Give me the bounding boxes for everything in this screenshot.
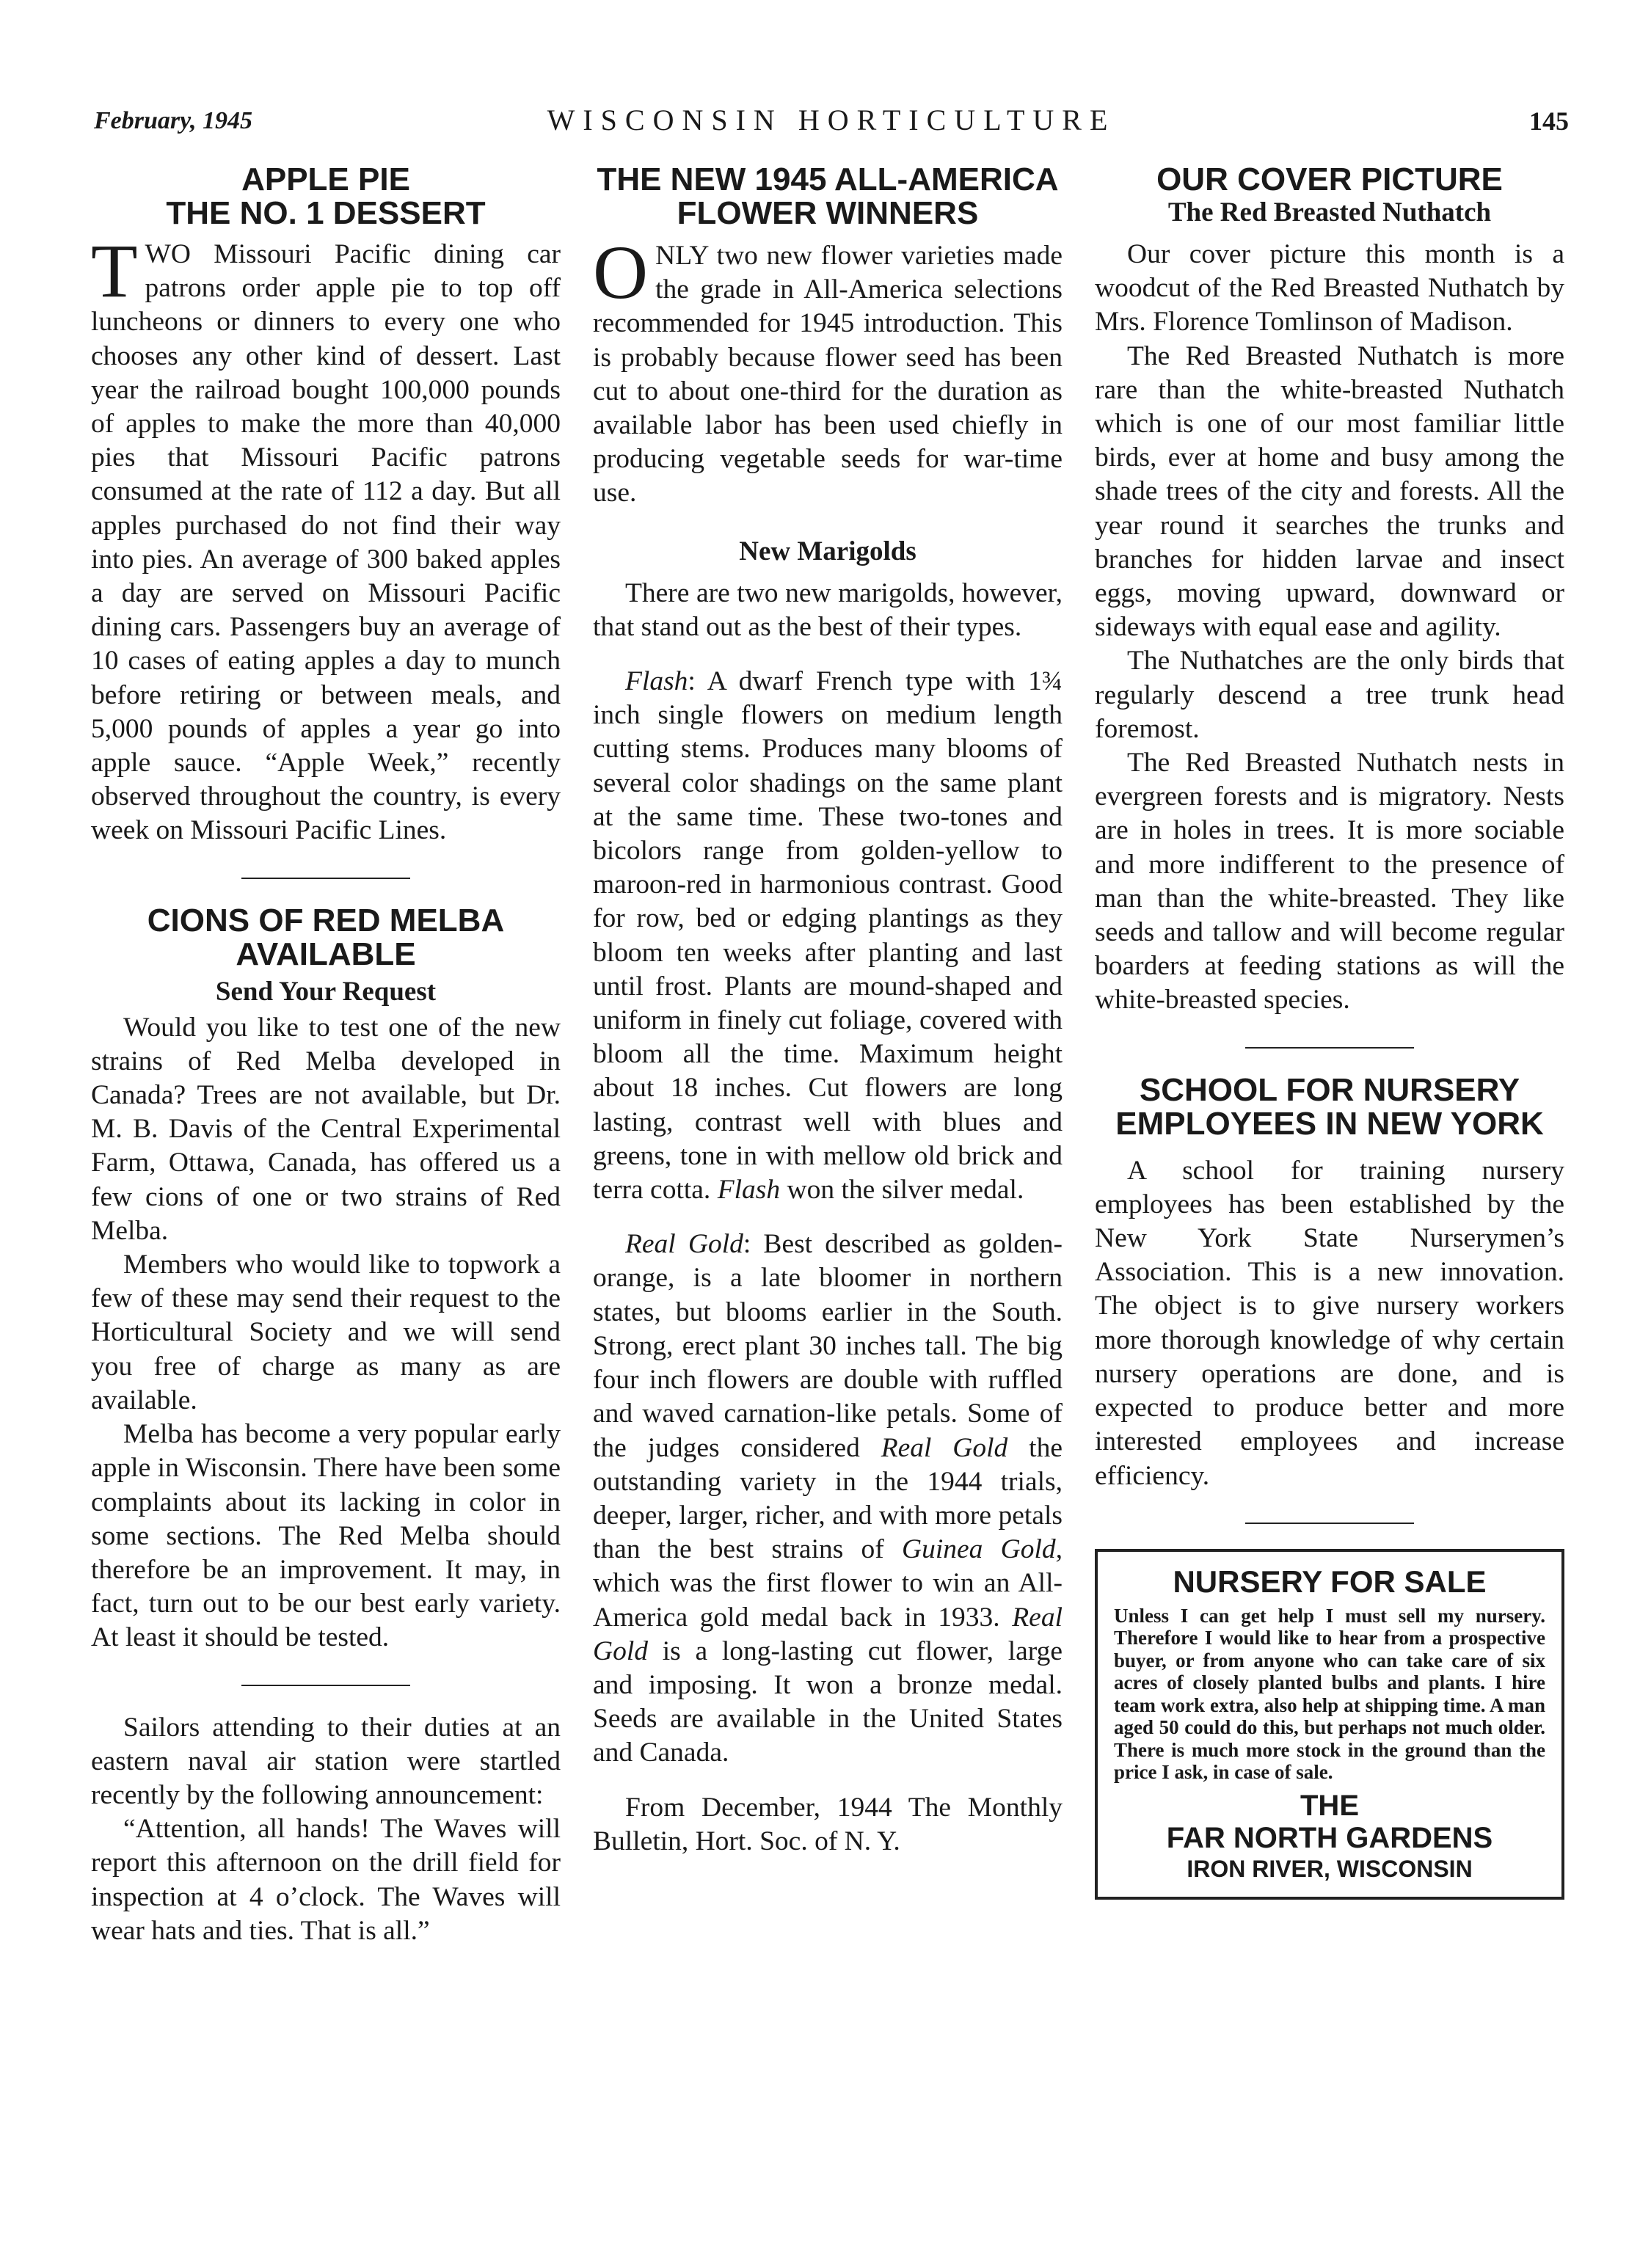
column-middle: [593, 163, 1063, 1859]
divider-rule: [1245, 1047, 1414, 1049]
melba-subhead: Send Your Request: [215, 976, 437, 1007]
ad-business-name: FAR NORTH GARDENS: [1166, 1821, 1493, 1854]
melba-heading-line1: CIONS OF RED MELBA: [147, 902, 505, 938]
ad-the: THE: [1300, 1789, 1359, 1822]
flowers-heading-line2: FLOWER WINNERS: [677, 195, 979, 231]
page-header: [94, 103, 1569, 147]
ad-location: IRON RIVER, WISCONSIN: [1187, 1855, 1473, 1882]
page-number: 145: [1529, 106, 1569, 136]
cover-subhead: The Red Breasted Nuthatch: [1167, 197, 1492, 227]
ad-body: Unless I can get help I must sell my nursery. Therefore I would like to hear from a prospective buyer, or from anyone who can take care of six acres of closely planted bulbs and plants. I hire team work extra, also help at shipping time. A man aged 50 could do this, but perhaps not much older. There is much more stock in the ground than the price I ask, in case of sale.: [1114, 1604, 1545, 1784]
issue-date: February, 1945: [94, 107, 252, 134]
melba-paragraph-2: Members who would like to topwork a few of these may send their request to the Horticultural Society and we will send you free of charge as many as are available.: [91, 1250, 561, 1415]
real-gold-paragraph: Real Gold: Best described as golden-orange, is a late bloomer in northern states, but blooms earlier in the South. Strong, erect plant 30 inches tall. The big four inch flowers are double with ruffled and waved carnation-like petals. Some of the judges considered Real Gold the outstanding variety in the 1944 trials, deeper, larger, richer, and with more petals than the best strains of Guinea Gold, which was the first flower to win an All-America gold medal back in 1933. Real Gold is a long-lasting cut flower, large and imposing. It won a bronze medal. Seeds are available in the United States and Canada.: [593, 1229, 1063, 1768]
apple-paragraph-1: TWO Missouri Pacific dining car patrons order apple pie to top off luncheons or dinners to every one who chooses any other kind of dessert. Last year the railroad bought 100,000 pounds of apples to make the more than 40,000 pies that Missouri Pacific patrons consumed at the rate of 112 a day. But all apples purchased do not find their way into pies. An average of 300 baked apples a day are served on Missouri Pacific dining cars. Passengers buy an average of 10 cases of eating apples a day to munch before retiring or between meals, and 5,000 pounds of apples a year go into apple sauce. “Apple Week,” recently observed throughout the country, is every week on Missouri Pacific Lines.: [91, 229, 561, 846]
cover-paragraph-4: The Red Breasted Nuthatch nests in evergreen forests and is migratory. Nests are in holes in trees. It is more sociable and more indifferent to the presence of man than the white-breasted. They like seeds and tallow and will become regular boarders at feeding stations as will the white-breasted species.: [1095, 748, 1564, 1016]
marigolds-subhead: New Marigolds: [739, 536, 916, 566]
melba-heading-line2: AVAILABLE: [236, 936, 416, 972]
publication-title: WISCONSIN HORTICULTURE: [547, 103, 1116, 136]
flowers-paragraph-1: ONLY two new flower varieties made the grade in All-America selections recommended for 1945 introduction. This is probably because flower seed has been cut to about one-third for the duration as available labor has been used chiefly in producing vegetable seeds for war-time use.: [593, 230, 1063, 508]
ad-heading: NURSERY FOR SALE: [1173, 1564, 1487, 1599]
article-red-melba: [91, 904, 561, 1655]
article-nursery-school: [1095, 1073, 1564, 1493]
article-cover-picture: [1095, 163, 1564, 1018]
sailors-paragraph-1: Sailors attending to their duties at an eastern naval air station were startled recently by the following announcement:: [91, 1712, 561, 1810]
nursery-sale-ad: [1095, 1549, 1564, 1900]
melba-paragraph-3: Melba has become a very popular early apple in Wisconsin. There have been some complaints about its lacking in color in some sections. The Red Melba should therefore be an improvement. It may, in fact, turn out to be our best early variety. At least it should be tested.: [91, 1419, 561, 1653]
cover-paragraph-3: The Nuthatches are the only birds that regularly descend a tree trunk head foremost.: [1095, 646, 1564, 744]
melba-paragraph-1: Would you like to test one of the new strains of Red Melba developed in Canada? Trees are not available, but Dr. M. B. Davis of the Central Experimental Farm, Ottawa, Canada, has offered us a few cions of one or two strains of Red Melba.: [91, 1012, 561, 1246]
school-paragraph: A school for training nursery employees has been established by the New York State Nurserymen’s Association. This is a new innovation. The object is to give nursery workers more thorough knowledge of why certain nursery operations are done, and is expected to produce better and more interested employees and increase efficiency.: [1095, 1155, 1564, 1491]
apple-heading-line2: THE NO. 1 DESSERT: [166, 195, 486, 231]
source-citation: From December, 1944 The Monthly Bulletin, Hort. Soc. of N. Y.: [593, 1792, 1063, 1856]
cover-paragraph-2: The Red Breasted Nuthatch is more rare than the white-breasted Nuthatch which is one of our most familiar little birds, ever at home and busy among the shade trees of the city and forests. All the year round it searches the trunks and branches for hidden larvae and insect eggs, moving upward, downward or sideways with equal ease and agility.: [1095, 340, 1564, 643]
divider-rule: [241, 1685, 410, 1686]
article-apple-pie: [91, 163, 561, 848]
apple-dropcap: T: [91, 229, 138, 313]
column-right: [1095, 163, 1564, 1900]
apple-heading-line1: APPLE PIE: [241, 161, 410, 197]
sailors-paragraph-2: “Attention, all hands! The Waves will report this afternoon on the drill field for inspection at 4 o’clock. The Waves will wear hats and ties. That is all.”: [91, 1814, 561, 1946]
flowers-dropcap: O: [593, 230, 649, 315]
divider-rule: [1245, 1523, 1414, 1524]
school-heading-line1: SCHOOL FOR NURSERY: [1139, 1071, 1520, 1108]
cover-heading: OUR COVER PICTURE: [1156, 161, 1503, 197]
article-sailors: [91, 1711, 561, 1948]
divider-rule: [241, 878, 410, 879]
column-left: [91, 163, 561, 1948]
cover-paragraph-1: Our cover picture this month is a woodcut of the Red Breasted Nuthatch by Mrs. Florence Tomlinson of Madison.: [1095, 239, 1564, 338]
flowers-heading-line1: THE NEW 1945 ALL-AMERICA: [597, 161, 1059, 197]
school-heading-line2: EMPLOYEES IN NEW YORK: [1115, 1105, 1544, 1142]
flash-paragraph: Flash: A dwarf French type with 1¾ inch single flowers on medium length cutting stems. Produces many blooms of several color shadings on the same plant at the same time. These two-tones and bicolors range from golden-yellow to maroon-red in harmonious contrast. Good for row, bed or edging plantings as they bloom ten weeks after planting and last until frost. Plants are mound-shaped and uniform in finely cut foliage, covered with bloom all the time. Maximum height about 18 inches. Cut flowers are long lasting, contrast well with blues and greens, tone in with mellow old brick and terra cotta. Flash won the silver medal.: [593, 666, 1063, 1206]
marigolds-paragraph: There are two new marigolds, however, that stand out as the best of their types.: [593, 577, 1063, 642]
